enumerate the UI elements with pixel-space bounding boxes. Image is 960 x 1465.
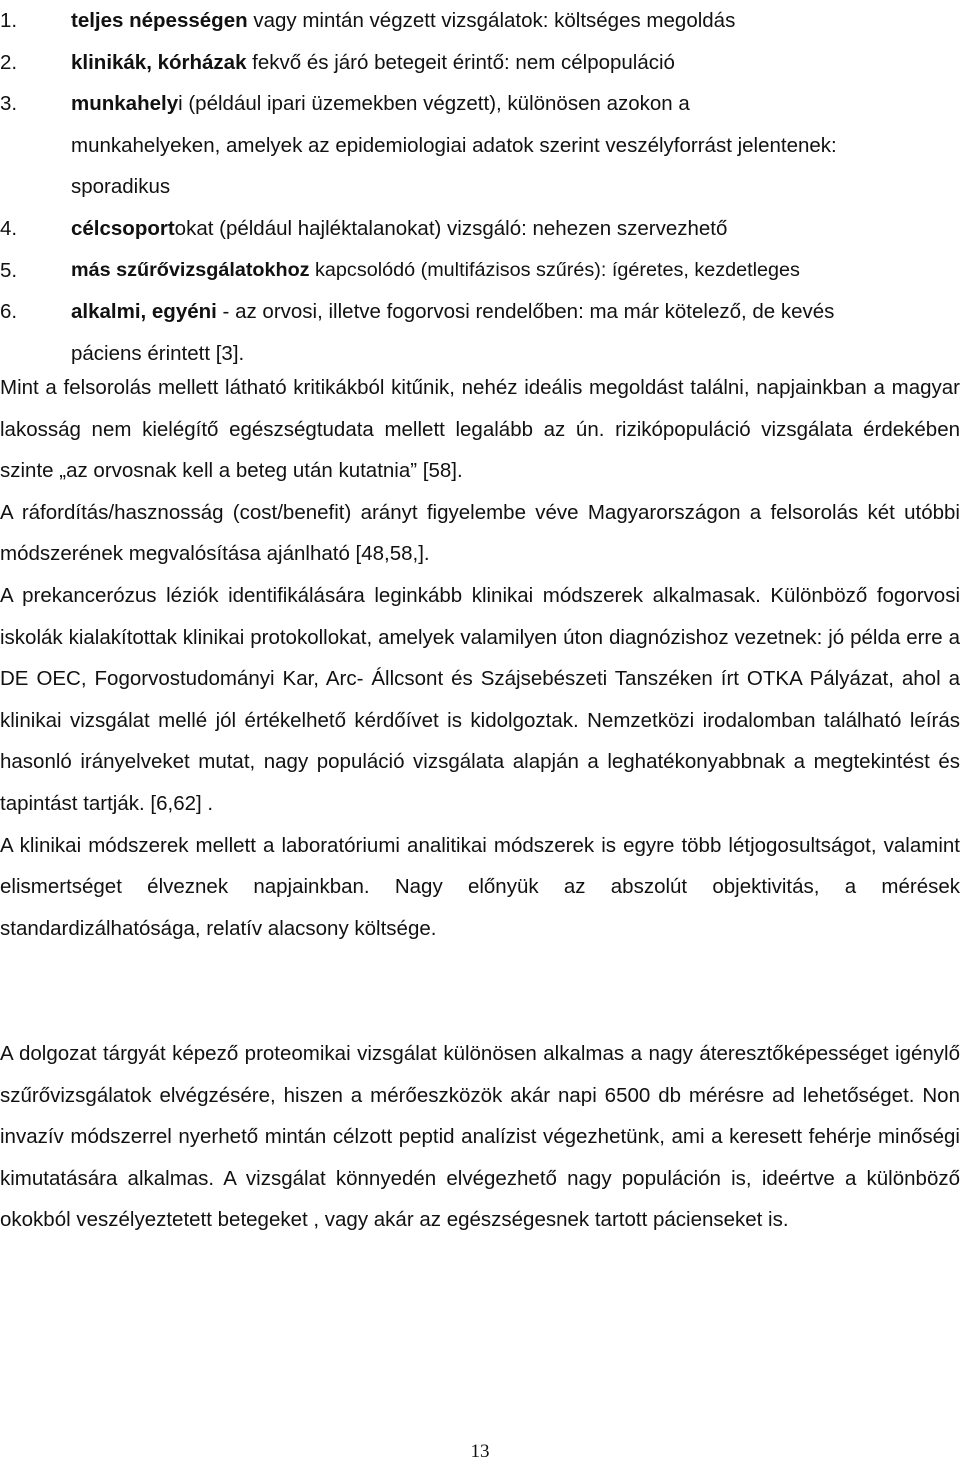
list-item-bold-term: munkahely (71, 92, 179, 116)
body-text-block (0, 367, 960, 949)
list-item-text (71, 250, 960, 292)
list-item-text (71, 83, 840, 208)
list-item-bold-term: teljes népességen (71, 9, 248, 32)
list-item-number: 5. (0, 258, 18, 282)
list-item (0, 208, 960, 250)
body-text-block (0, 1033, 960, 1241)
paragraph: A klinikai módszerek mellett a laboratóriumi analitikai módszerek is egyre több létjogosultságot, valamint elismertséget élveznek napjainkban. Nagy előnyük az abszolút objektivitás, a mérések standardizálhatósága, relatív alacsony költsége. (0, 833, 960, 940)
list-item (0, 42, 960, 84)
list-item-text (71, 0, 960, 42)
list-item-bold-term: alkalmi, egyéni (71, 300, 217, 324)
list-item (0, 83, 960, 208)
list-item-description: vagy mintán végzett vizsgálatok: költséges megoldás (247, 9, 736, 32)
list-item-description: okat (például hajléktalanokat) vizsgáló: nehezen szervezhető (174, 216, 728, 240)
list-item-text (71, 291, 890, 374)
list-item-bold-term: célcsoport (71, 216, 175, 240)
page-number: 13 (470, 1441, 490, 1462)
list-item-description: fekvő és járó betegeit érintő: nem célpopuláció (246, 50, 675, 74)
list-item-number: 2. (0, 50, 18, 74)
paragraph: A dolgozat tárgyát képező proteomikai vizsgálat különösen alkalmas a nagy áteresztőképességet igénylő szűrővizsgálatok elvégzésére, hiszen a mérőeszközök akár napi 6500 db mérésre ad lehetőséget. Non invazív módszerrel nyerhető mintán célzott peptid analízist végezhetünk, ami a keresett fehérje minőségi kimutatására alkalmas. A vizsgálat könnyedén elvégezhető nagy populáción is, ideértve a különböző okokból veszélyeztetett betegeket , vagy akár az egészségesnek tartott pácienseket is. (0, 1042, 960, 1232)
paragraph: A prekancerózus léziók identifikálására leginkább klinikai módszerek alkalmasak. Különböző fogorvosi iskolák kialakítottak klinikai protokollokat, amelyek valamilyen úton diagnózishoz vezetnek: jó példa erre a DE OEC, Fogorvostudományi Kar, Arc- Állcsont és Szájsebészeti Tanszéken írt OTKA Pályázat, ahol a klinikai vizsgálat mellé jól értékelhető kérdőívet is kidolgoztak. Nemzetközi irodalomban található leírás hasonló irányelveket mutat, nagy populáció vizsgálata alapján a leghatékonyabbnak a megtekintést és tapintást tartják. [6,62] . (0, 583, 960, 815)
list-item-number: 4. (0, 216, 18, 240)
paragraph: A ráfordítás/hasznosság (cost/benefit) arányt figyelembe véve Magyarországon a felsorolás két utóbbi módszerének megvalósítása ajánlható [48,58,]. (0, 500, 960, 566)
list-item-bold-term: klinikák, kórházak (71, 50, 247, 74)
list-item-number: 3. (0, 92, 18, 116)
list-item-number: 6. (0, 300, 18, 324)
list-item-number: 1. (0, 9, 18, 32)
list-item (0, 250, 960, 292)
list-item (0, 0, 960, 42)
list-item (0, 291, 960, 374)
list-item-text (71, 208, 960, 250)
list-item-description: kapcsolódó (multifázisos szűrés): ígéretes, kezdetleges (309, 258, 800, 281)
paragraph: Mint a felsorolás mellett látható kritikákból kitűnik, nehéz ideális megoldást találni, napjainkban a magyar lakosság nem kielégítő egészségtudata mellett legalább az ún. rizikópopuláció vizsgálata érdekében szinte „az orvosnak kell a beteg után kutatnia” [58]. (0, 376, 960, 483)
list-item-text (71, 42, 960, 84)
list-item-bold-term: más szűrővizsgálatokhoz (71, 258, 310, 281)
list-item-description: - az orvosi, illetve fogorvosi rendelőben: ma már kötelező, de kevés páciens érintett [3]. (71, 300, 835, 365)
list-item-description: i (például ipari üzemekben végzett), különösen azokon a munkahelyeken, amelyek az epidemiologiai adatok szerint veszélyforrást jelentenek: sporadikus (71, 92, 837, 199)
numbered-list (0, 0, 960, 374)
